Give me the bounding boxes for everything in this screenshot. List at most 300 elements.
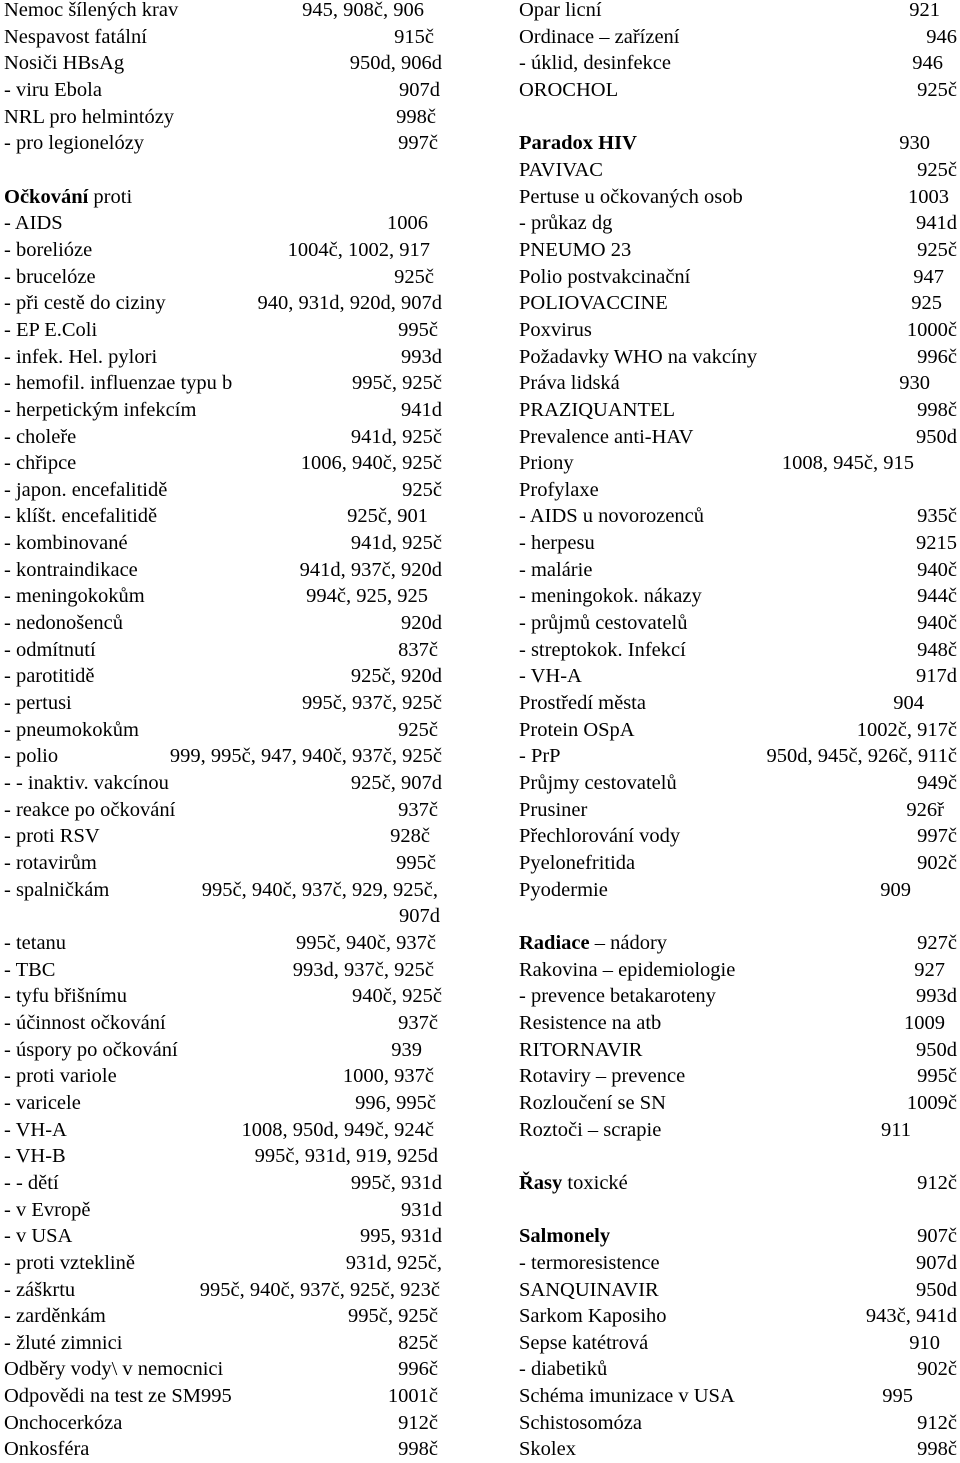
entry-term: Rakovina – epidemiologie bbox=[519, 958, 736, 981]
index-entry bbox=[519, 1170, 957, 1197]
entry-page-refs: 998č bbox=[398, 1438, 438, 1461]
entry-page-refs: 931d bbox=[401, 1198, 442, 1221]
entry-page-refs: 910 bbox=[909, 1331, 940, 1354]
entry-term: - při cestě do ciziny bbox=[4, 292, 166, 315]
entry-page-refs: 995č, 925č bbox=[348, 1305, 438, 1328]
index-entry bbox=[519, 1143, 957, 1170]
entry-page-refs: 1008, 950d, 949č, 924č bbox=[241, 1118, 434, 1141]
entry-page-refs: 996, 995č bbox=[355, 1091, 436, 1114]
entry-page-refs: 902č bbox=[917, 852, 957, 874]
entry-page-refs: 1003 bbox=[908, 185, 949, 208]
entry-term: - borelióze bbox=[4, 238, 93, 261]
entry-term: OROCHOL bbox=[519, 78, 619, 101]
index-entry bbox=[519, 477, 957, 504]
entry-term: PAVIVAC bbox=[519, 158, 603, 181]
index-entry bbox=[4, 344, 442, 371]
index-entry bbox=[519, 503, 957, 530]
index-entry bbox=[4, 770, 442, 797]
entry-term: Schéma imunizace v USA bbox=[519, 1385, 735, 1408]
entry-page-refs: 947 bbox=[913, 265, 944, 288]
entry-page-refs: 946 bbox=[912, 52, 943, 75]
entry-page-refs: 950d, 945č, 926č, 911č bbox=[766, 745, 957, 768]
entry-term: - hemofil. influenzae typu b bbox=[4, 372, 233, 395]
entry-page-refs: 925č bbox=[402, 478, 442, 501]
entry-page-refs: 935č bbox=[917, 505, 957, 528]
entry-term bbox=[4, 184, 132, 211]
entry-page-refs: 1006 bbox=[387, 212, 428, 235]
entry-heading: Paradox HIV bbox=[519, 132, 637, 155]
entry-term: - nedonošenců bbox=[4, 612, 123, 635]
index-entry bbox=[4, 530, 442, 557]
index-entry bbox=[519, 1277, 957, 1304]
entry-term: POLIOVACCINE bbox=[519, 292, 668, 315]
entry-page-refs: 931d, 925č, bbox=[345, 1251, 442, 1274]
index-entry bbox=[4, 450, 442, 477]
index-entry bbox=[519, 264, 957, 291]
entry-term: - diabetiků bbox=[519, 1358, 608, 1381]
entry-term: - - inaktiv. vakcínou bbox=[4, 772, 169, 795]
entry-term: - VH-B bbox=[4, 1145, 66, 1168]
index-entry bbox=[4, 557, 442, 584]
index-entry bbox=[519, 424, 957, 451]
index-entry bbox=[4, 1063, 442, 1090]
entry-term: - VH-A bbox=[519, 665, 582, 688]
entry-heading: Očkování bbox=[4, 185, 89, 208]
entry-term: RITORNAVIR bbox=[519, 1038, 643, 1061]
entry-page-refs: 907d bbox=[399, 905, 440, 928]
entry-page-refs: 995 bbox=[882, 1385, 913, 1408]
index-entry bbox=[4, 237, 442, 264]
index-entry bbox=[4, 797, 442, 824]
entry-term: - průjmů cestovatelů bbox=[519, 612, 688, 635]
entry-term: Nosiči HBsAg bbox=[4, 52, 125, 75]
entry-term: - meningokok. nákazy bbox=[519, 585, 702, 608]
index-entry bbox=[4, 610, 442, 637]
index-entry bbox=[519, 317, 957, 344]
entry-term: - meningokokům bbox=[4, 585, 145, 608]
index-entry bbox=[519, 50, 957, 77]
entry-page-refs: 996č bbox=[398, 1358, 438, 1381]
entry-term: - - dětí bbox=[4, 1171, 59, 1194]
entry-term: - v Evropě bbox=[4, 1198, 91, 1221]
entry-term: Profylaxe bbox=[519, 478, 599, 501]
index-entry bbox=[519, 903, 957, 930]
index-entry bbox=[4, 1197, 442, 1224]
index-entry bbox=[519, 450, 957, 477]
entry-term: Práva lidská bbox=[519, 372, 620, 395]
index-entry bbox=[519, 210, 957, 237]
index-entry bbox=[519, 1010, 957, 1037]
index-entry bbox=[4, 1170, 442, 1197]
index-entry bbox=[4, 424, 442, 451]
entry-page-refs: 927 bbox=[914, 958, 945, 981]
index-entry bbox=[519, 0, 957, 24]
entry-term: - reakce po očkování bbox=[4, 798, 176, 821]
index-entry bbox=[4, 823, 442, 850]
entry-page-refs: 948č bbox=[917, 638, 957, 661]
entry-page-refs: 1009č bbox=[906, 1091, 957, 1114]
index-entry bbox=[4, 637, 442, 664]
entry-page-refs: 937č bbox=[398, 1011, 438, 1034]
index-entry bbox=[4, 1250, 442, 1277]
entry-term: - prevence betakaroteny bbox=[519, 985, 716, 1008]
index-entry bbox=[519, 370, 957, 397]
index-entry bbox=[4, 1277, 442, 1304]
index-entry bbox=[519, 877, 957, 904]
entry-term: Průjmy cestovatelů bbox=[519, 772, 677, 795]
entry-page-refs: 925č bbox=[917, 238, 957, 261]
entry-page-refs: 915č bbox=[394, 25, 434, 48]
entry-term: Odběry vody\ v nemocnici bbox=[4, 1358, 224, 1381]
entry-term bbox=[519, 930, 667, 957]
entry-term: - úspory po očkování bbox=[4, 1038, 178, 1061]
index-entry bbox=[519, 1117, 957, 1144]
entry-term: - v USA bbox=[4, 1225, 73, 1248]
index-entry bbox=[4, 690, 442, 717]
index-entry bbox=[519, 797, 957, 824]
entry-term: Nemoc šílených krav bbox=[4, 0, 179, 21]
entry-page-refs: 995č, 925č bbox=[352, 372, 442, 395]
entry-term: - proti variole bbox=[4, 1065, 117, 1088]
entry-page-refs: 911 bbox=[881, 1118, 911, 1141]
index-entry bbox=[4, 264, 442, 291]
entry-term: Onchocerkóza bbox=[4, 1411, 123, 1434]
entry-term: - parotitidě bbox=[4, 665, 95, 688]
index-entry bbox=[519, 717, 957, 744]
index-entry bbox=[4, 850, 442, 877]
index-entry bbox=[4, 743, 442, 770]
entry-page-refs: 995č bbox=[396, 852, 436, 874]
entry-page-refs: 950d, 906d bbox=[349, 52, 442, 75]
index-entry bbox=[519, 930, 957, 957]
entry-term: Prusiner bbox=[519, 798, 588, 821]
entry-page-refs: 995č, 931d, 919, 925d bbox=[254, 1145, 438, 1168]
index-entry bbox=[4, 1356, 442, 1383]
index-entry bbox=[519, 104, 957, 131]
index-entry bbox=[4, 957, 442, 984]
index-entry bbox=[4, 903, 442, 930]
index-entry bbox=[4, 290, 442, 317]
index-entry bbox=[4, 663, 442, 690]
entry-page-refs: 921 bbox=[909, 0, 940, 21]
entry-page-refs: 925č, 907d bbox=[350, 772, 442, 795]
entry-term: Schistosomóza bbox=[519, 1411, 642, 1434]
entry-page-refs: 996č bbox=[917, 345, 957, 368]
index-entry bbox=[4, 50, 442, 77]
entry-heading-rest: toxické bbox=[562, 1171, 628, 1194]
entry-term: - viru Ebola bbox=[4, 78, 102, 101]
entry-page-refs: 907č bbox=[917, 1225, 957, 1248]
index-entry bbox=[519, 1410, 957, 1437]
index-entry bbox=[4, 983, 442, 1010]
entry-page-refs: 950d bbox=[916, 1038, 957, 1061]
index-entry bbox=[4, 130, 442, 157]
entry-page-refs: 950d bbox=[916, 425, 957, 448]
index-entry bbox=[519, 1197, 957, 1224]
entry-page-refs: 1002č, 917č bbox=[856, 718, 957, 741]
entry-page-refs: 937č bbox=[398, 798, 438, 821]
index-entry bbox=[519, 24, 957, 51]
entry-term: - účinnost očkování bbox=[4, 1011, 166, 1034]
index-column-right bbox=[519, 0, 957, 1463]
entry-page-refs: 943č, 941d bbox=[865, 1305, 957, 1328]
entry-page-refs: 837č bbox=[398, 638, 438, 661]
entry-term: - chřipce bbox=[4, 452, 77, 475]
entry-term: NRL pro helmintózy bbox=[4, 105, 175, 128]
entry-page-refs: 998č bbox=[396, 105, 436, 128]
index-entry bbox=[4, 0, 442, 24]
entry-term: Ordinace – zařízení bbox=[519, 25, 680, 48]
entry-term: Roztoči – scrapie bbox=[519, 1118, 662, 1141]
entry-page-refs: 1006, 940č, 925č bbox=[300, 452, 442, 475]
index-entry bbox=[519, 663, 957, 690]
entry-page-refs: 1000č bbox=[906, 318, 957, 341]
entry-page-refs: 993d bbox=[916, 985, 957, 1008]
entry-page-refs: 995č, 940č, 937č bbox=[295, 931, 436, 954]
entry-term: - spalničkám bbox=[4, 878, 110, 901]
entry-term: - žluté zimnici bbox=[4, 1331, 123, 1354]
entry-heading-rest: – nádory bbox=[589, 931, 668, 954]
entry-term: PNEUMO 23 bbox=[519, 238, 632, 261]
entry-page-refs: 9215 bbox=[916, 532, 957, 555]
index-entry bbox=[4, 184, 442, 211]
entry-page-refs: 940č bbox=[917, 612, 957, 635]
index-entry bbox=[4, 930, 442, 957]
entry-page-refs: 999, 995č, 947, 940č, 937č, 925č bbox=[169, 745, 442, 768]
entry-page-refs: 998č bbox=[917, 398, 957, 421]
entry-term: - EP E.Coli bbox=[4, 318, 98, 341]
entry-term: Onkosféra bbox=[4, 1438, 90, 1461]
entry-page-refs: 1004č, 1002, 917 bbox=[287, 238, 430, 261]
entry-term: - pro legionelózy bbox=[4, 132, 145, 155]
entry-term: - choleře bbox=[4, 425, 77, 448]
index-entry bbox=[4, 1117, 442, 1144]
entry-page-refs: 925č bbox=[398, 718, 438, 741]
index-entry bbox=[519, 237, 957, 264]
entry-page-refs: 909 bbox=[880, 878, 911, 901]
entry-term: - herpetickým infekcím bbox=[4, 398, 197, 421]
index-entry bbox=[4, 583, 442, 610]
index-entry bbox=[519, 637, 957, 664]
entry-page-refs: 912č bbox=[917, 1171, 957, 1194]
entry-term: Rotaviry – prevence bbox=[519, 1065, 686, 1088]
entry-term: PRAZIQUANTEL bbox=[519, 398, 676, 421]
entry-page-refs: 995č, 931d bbox=[350, 1171, 442, 1194]
entry-term: - varicele bbox=[4, 1091, 81, 1114]
entry-page-refs: 902č bbox=[917, 1358, 957, 1381]
entry-page-refs: 907d bbox=[399, 78, 440, 101]
entry-term: - japon. encefalitidě bbox=[4, 478, 168, 501]
index-entry bbox=[519, 850, 957, 877]
index-entry bbox=[519, 184, 957, 211]
index-entry bbox=[4, 1383, 442, 1410]
index-entry bbox=[519, 823, 957, 850]
index-entry bbox=[519, 290, 957, 317]
entry-page-refs: 927č bbox=[917, 931, 957, 954]
entry-page-refs: 1001č bbox=[387, 1385, 438, 1408]
entry-page-refs: 993d bbox=[401, 345, 442, 368]
entry-page-refs: 925č bbox=[394, 265, 434, 288]
entry-page-refs: 995, 931d bbox=[360, 1225, 442, 1248]
index-entry bbox=[4, 1436, 442, 1463]
entry-page-refs: 995č bbox=[917, 1065, 957, 1088]
index-entry bbox=[4, 1143, 442, 1170]
entry-term: - tyfu břišnímu bbox=[4, 985, 127, 1008]
index-entry bbox=[4, 317, 442, 344]
entry-term: - klíšt. encefalitidě bbox=[4, 505, 158, 528]
entry-term: Sepse katétrová bbox=[519, 1331, 649, 1354]
entry-term: - kombinované bbox=[4, 532, 128, 555]
entry-term: - AIDS u novorozenců bbox=[519, 505, 705, 528]
index-entry bbox=[519, 743, 957, 770]
index-entry bbox=[519, 1223, 957, 1250]
entry-term: SANQUINAVIR bbox=[519, 1278, 659, 1301]
entry-term: - proti RSV bbox=[4, 825, 100, 848]
entry-page-refs: 912č bbox=[917, 1411, 957, 1434]
index-entry bbox=[519, 1063, 957, 1090]
entry-page-refs: 925č, 920d bbox=[350, 665, 442, 688]
entry-term: Pertuse u očkovaných osob bbox=[519, 185, 743, 208]
entry-page-refs: 940č, 925č bbox=[352, 985, 442, 1008]
entry-term: Nespavost fatální bbox=[4, 25, 147, 48]
entry-term: Pyelonefritida bbox=[519, 852, 636, 874]
entry-page-refs: 997č bbox=[917, 825, 957, 848]
entry-page-refs: 995č, 940č, 937č, 929, 925č, bbox=[201, 878, 438, 901]
entry-term: Resistence na atb bbox=[519, 1011, 662, 1034]
entry-term: Rozloučení se SN bbox=[519, 1091, 666, 1114]
index-entry bbox=[4, 477, 442, 504]
index-entry bbox=[4, 370, 442, 397]
entry-term: - odmítnutí bbox=[4, 638, 96, 661]
index-entry bbox=[519, 1090, 957, 1117]
index-entry bbox=[519, 1383, 957, 1410]
entry-term: - pneumokokům bbox=[4, 718, 139, 741]
entry-term: Pyodermie bbox=[519, 878, 608, 901]
entry-term: - pertusi bbox=[4, 692, 72, 715]
entry-page-refs: 994č, 925, 925 bbox=[306, 585, 428, 608]
index-entry bbox=[519, 157, 957, 184]
entry-term: - malárie bbox=[519, 558, 593, 581]
index-entry bbox=[519, 1436, 957, 1463]
entry-page-refs: 940č bbox=[917, 558, 957, 581]
entry-term: - tetanu bbox=[4, 931, 67, 954]
entry-term: - termoresistence bbox=[519, 1251, 660, 1274]
entry-page-refs: 946 bbox=[926, 25, 957, 48]
entry-term: - brucelóze bbox=[4, 265, 96, 288]
entry-heading: Salmonely bbox=[519, 1225, 611, 1248]
index-entry bbox=[519, 1330, 957, 1357]
index-entry bbox=[519, 77, 957, 104]
entry-page-refs: 904 bbox=[893, 692, 924, 715]
entry-page-refs: 997č bbox=[398, 132, 438, 155]
entry-term: - polio bbox=[4, 745, 59, 768]
entry-term: Protein OSpA bbox=[519, 718, 635, 741]
entry-term: Požadavky WHO na vakcíny bbox=[519, 345, 758, 368]
entry-page-refs: 925č, 901 bbox=[347, 505, 428, 528]
entry-page-refs: 995č, 940č, 937č, 925č, 923č bbox=[199, 1278, 440, 1301]
entry-term: - AIDS bbox=[4, 212, 63, 235]
index-entry bbox=[4, 1037, 442, 1064]
entry-page-refs: 925č bbox=[917, 78, 957, 101]
entry-term: - herpesu bbox=[519, 532, 595, 555]
entry-term: Prostředí města bbox=[519, 692, 646, 715]
index-entry bbox=[519, 344, 957, 371]
entry-page-refs: 941d, 925č bbox=[350, 425, 442, 448]
entry-page-refs: 920d bbox=[401, 612, 442, 635]
entry-page-refs: 944č bbox=[917, 585, 957, 608]
entry-page-refs: 995č, 937č, 925č bbox=[301, 692, 442, 715]
index-entry bbox=[519, 770, 957, 797]
index-entry bbox=[4, 1303, 442, 1330]
entry-term: - VH-A bbox=[4, 1118, 67, 1141]
index-entry bbox=[4, 104, 442, 131]
entry-term: - infek. Hel. pylori bbox=[4, 345, 158, 368]
index-entry bbox=[519, 130, 957, 157]
entry-heading: Řasy bbox=[519, 1171, 563, 1194]
entry-page-refs: 907d bbox=[916, 1251, 957, 1274]
index-entry bbox=[519, 690, 957, 717]
entry-page-refs: 928č bbox=[390, 825, 430, 848]
entry-term bbox=[519, 130, 637, 157]
index-entry bbox=[4, 157, 442, 184]
entry-page-refs: 912č bbox=[398, 1411, 438, 1434]
entry-term bbox=[519, 1170, 628, 1197]
entry-page-refs: 917d bbox=[916, 665, 957, 688]
entry-term: Odpovědi na test ze SM995 bbox=[4, 1385, 232, 1408]
entry-term: - průkaz dg bbox=[519, 212, 613, 235]
index-entry bbox=[519, 957, 957, 984]
index-entry bbox=[4, 1410, 442, 1437]
index-entry bbox=[519, 1250, 957, 1277]
index-entry bbox=[4, 1010, 442, 1037]
entry-page-refs: 941d bbox=[916, 212, 957, 235]
index-entry bbox=[4, 717, 442, 744]
index-entry bbox=[4, 877, 442, 904]
index-entry bbox=[4, 397, 442, 424]
entry-heading: Radiace bbox=[519, 931, 590, 954]
entry-page-refs: 949č bbox=[917, 772, 957, 795]
entry-term: - zarděnkám bbox=[4, 1305, 106, 1328]
index-entry bbox=[4, 210, 442, 237]
entry-page-refs: 940, 931d, 920d, 907d bbox=[257, 292, 442, 315]
entry-page-refs: 941d, 937č, 920d bbox=[299, 558, 442, 581]
entry-page-refs: 995č bbox=[398, 318, 438, 341]
index-entry bbox=[519, 583, 957, 610]
entry-term: - úklid, desinfekce bbox=[519, 52, 671, 75]
index-entry bbox=[4, 24, 442, 51]
index-column-left bbox=[4, 0, 442, 1463]
entry-term: - streptokok. Infekcí bbox=[519, 638, 686, 661]
entry-term: Skolex bbox=[519, 1438, 576, 1461]
entry-term: - TBC bbox=[4, 958, 56, 981]
entry-page-refs: 950d bbox=[916, 1278, 957, 1301]
entry-heading-rest: proti bbox=[88, 185, 133, 208]
entry-page-refs: 945, 908č, 906 bbox=[302, 0, 424, 21]
entry-term: - kontraindikace bbox=[4, 558, 138, 581]
entry-term: Přechlorování vody bbox=[519, 825, 681, 848]
entry-term: Sarkom Kaposiho bbox=[519, 1305, 667, 1328]
entry-page-refs: 930 bbox=[899, 132, 930, 155]
entry-page-refs: 1000, 937č bbox=[342, 1065, 434, 1088]
entry-term: - PrP bbox=[519, 745, 561, 768]
entry-term: Poxvirus bbox=[519, 318, 592, 341]
entry-page-refs: 926ř bbox=[906, 798, 944, 821]
entry-page-refs: 1008, 945č, 915 bbox=[781, 452, 914, 475]
entry-page-refs: 939 bbox=[391, 1038, 422, 1061]
entry-page-refs: 941d bbox=[401, 398, 442, 421]
entry-page-refs: 925č bbox=[917, 158, 957, 181]
index-entry bbox=[519, 1303, 957, 1330]
